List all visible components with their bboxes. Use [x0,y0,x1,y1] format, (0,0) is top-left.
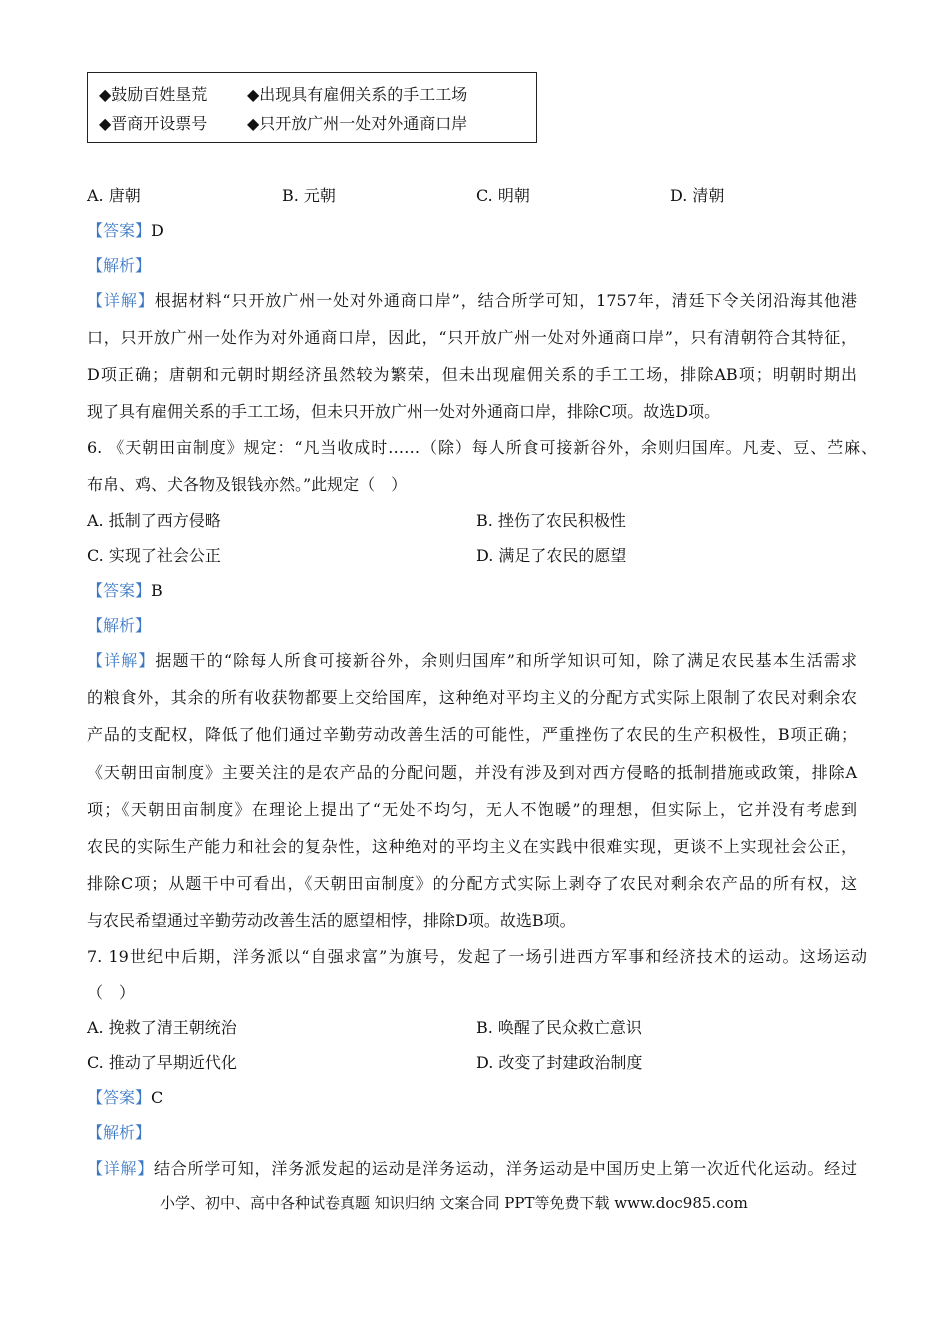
material-box [87,72,537,143]
material-item: ◆晋商开设票号 [99,114,208,133]
answer-tag: 【答案】 [87,221,152,240]
q6-analysis-tag: 【解析】 [87,616,152,635]
material-item: ◆鼓励百姓垦荒 [99,85,208,104]
q6-detail-line: 农民的实际生产能力和社会的复杂性，这种绝对的平均主义在实践中很难实现，更谈不上实现社会公正， [87,837,857,856]
q5-option-a: A. 唐朝 [87,186,141,205]
detail-tag: 【详解】 [87,651,156,670]
q6-detail-line: 与农民希望通过辛勤劳动改善生活的愿望相悖，排除D项。故选B项。 [87,911,576,930]
q6-stem-line: 布帛、鸡、犬各物及银钱亦然。”此规定（ ） [87,475,408,494]
q5-detail-line: 现了具有雇佣关系的手工工场，但未只开放广州一处对外通商口岸，排除C项。故选D项。 [87,402,721,421]
q5-option-b: B. 元朝 [282,186,336,205]
q7-detail-line: 【详解】结合所学可知，洋务派发起的运动是洋务运动，洋务运动是中国历史上第一次近代化运动。经过 [87,1159,857,1178]
q6-answer [87,578,163,601]
answer-value: D [151,221,164,240]
detail-tag: 【详解】 [87,1159,155,1178]
q6-option-c: C. 实现了社会公正 [87,546,221,565]
q5-answer [87,218,164,241]
q6-detail-line: 【详解】据题干的“除每人所食可接新谷外，余则归国库”和所学知识可知，除了满足农民基本生活需求 [87,651,857,670]
q6-option-a: A. 抵制了西方侵略 [87,511,221,530]
answer-value: C [151,1088,164,1107]
q6-option-d: D. 满足了农民的愿望 [476,546,627,565]
answer-tag: 【答案】 [87,1088,152,1107]
q5-option-d: D. 清朝 [670,186,725,205]
answer-value: B [151,581,163,600]
material-item: ◆只开放广州一处对外通商口岸 [247,114,468,133]
q7-option-d: D. 改变了封建政治制度 [476,1053,643,1072]
q7-analysis-tag: 【解析】 [87,1123,152,1142]
q5-detail-line: 【详解】根据材料“只开放广州一处对外通商口岸”，结合所学可知，1757年，清廷下令关闭沿海其他港 [87,291,857,310]
q7-answer [87,1085,163,1108]
q6-detail-line: 项；《天朝田亩制度》在理论上提出了“无处不均匀，无人不饱暖”的理想，但实际上，它并没有考虑到 [87,800,857,819]
q6-option-b: B. 挫伤了农民积极性 [476,511,626,530]
q6-stem-line: 6. 《天朝田亩制度》规定：“凡当收成时……（除）每人所食可接新谷外，余则归国库。凡麦、豆、苎麻、 [87,438,877,457]
q5-analysis-tag: 【解析】 [87,256,152,275]
material-item: ◆出现具有雇佣关系的手工工场 [247,85,468,104]
q5-detail-line: 口，只开放广州一处作为对外通商口岸，因此，“只开放广州一处对外通商口岸”，只有清朝符合其特征， [87,328,857,347]
q7-option-a: A. 挽救了清王朝统治 [87,1018,237,1037]
q7-stem-line: （ ） [87,983,136,1002]
q5-option-c: C. 明朝 [476,186,530,205]
q6-detail-line: 产品的支配权，降低了他们通过辛勤劳动改善生活的可能性，严重挫伤了农民的生产积极性，B项正确； [87,725,857,744]
q7-option-b: B. 唤醒了民众救亡意识 [476,1018,642,1037]
detail-tag: 【详解】 [87,291,155,310]
q6-detail-line: 《天朝田亩制度》主要关注的是农产品的分配问题，并没有涉及到对西方侵略的抵制措施或政策，排除A [87,763,857,782]
answer-tag: 【答案】 [87,581,152,600]
q6-detail-line: 的粮食外，其余的所有收获物都要上交给国库，这种绝对平均主义的分配方式实际上限制了农民对剩余农 [87,688,857,707]
q7-option-c: C. 推动了早期近代化 [87,1053,237,1072]
q5-detail-line: D项正确；唐朝和元朝时期经济虽然较为繁荣，但未出现雇佣关系的手工工场，排除AB项；明朝时期出 [87,365,857,384]
q7-stem-line: 7. 19世纪中后期，洋务派以“自强求富”为旗号，发起了一场引进西方军事和经济技术的运动。这场运动 [87,947,867,966]
page-footer: 小学、初中、高中各种试卷真题 知识归纳 文案合同 PPT等免费下载 www.doc985.com [160,1194,748,1212]
q6-detail-line: 排除C项；从题干中可看出，《天朝田亩制度》的分配方式实际上剥夺了农民对剩余农产品的所有权，这 [87,874,857,893]
